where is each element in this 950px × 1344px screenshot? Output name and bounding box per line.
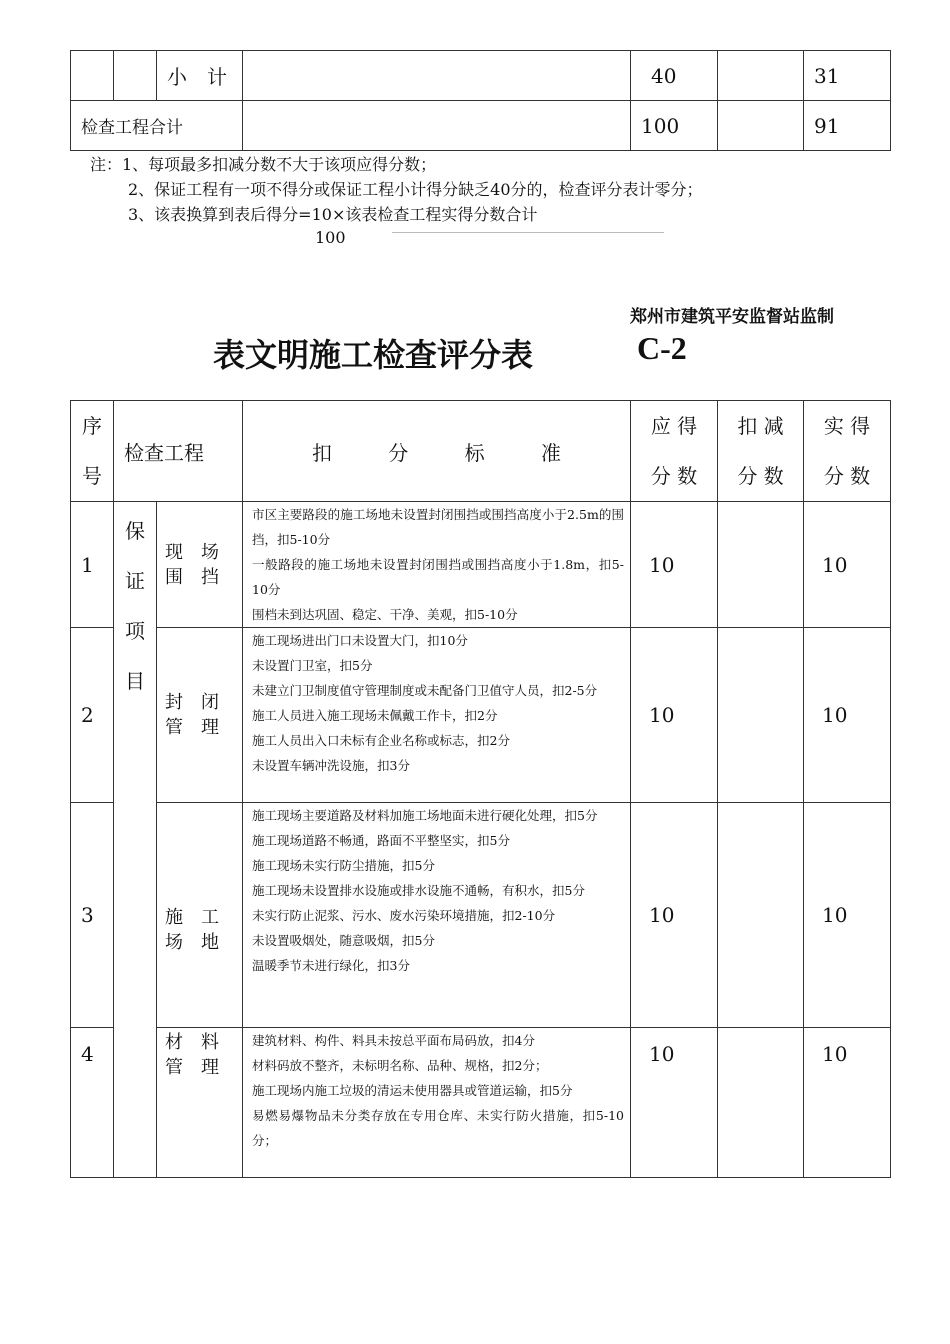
row-item-line2: 管 理 [165,717,219,738]
header-actual-line2: 分 数 [823,464,871,488]
criterion: 施工现场未设置排水设施或排水设施不通畅，有积水，扣5分 [252,883,585,898]
scoring-table [70,400,891,1178]
total-label: 检查工程合计 [71,101,243,151]
row-item [157,1028,243,1178]
group-char: 证 [125,569,145,593]
criterion: 建筑材料、构件、料具未按总平面布局码放，扣4分 [252,1033,535,1048]
table-row [71,1028,891,1178]
header-row [71,401,891,502]
header-seq [71,401,114,502]
row-due-score: 10 [631,803,718,1028]
group-char: 项 [125,619,145,643]
top-summary-table [70,50,891,151]
header-seq-line1: 序 [82,414,102,438]
note-line-1: 注：1、每项最多扣减分数不大于该项应得分数； [90,155,437,174]
row-criteria [243,502,631,628]
row-actual-score: 10 [804,502,891,628]
group-char: 保 [125,519,145,543]
agency-label: 郑州市建筑平安监督站监制 [630,307,834,327]
criterion: 施工现场主要道路及材料加施工场地面未进行硬化处理，扣5分 [252,808,598,823]
row-item [157,502,243,628]
row-deduct-score [718,1028,804,1178]
header-deduct [718,401,804,502]
row-criteria [243,1028,631,1178]
row-due-score: 10 [631,502,718,628]
row-item-line1: 材 料 [165,1032,219,1053]
header-actual-line1: 实 得 [823,414,871,438]
empty-cell [114,51,157,101]
row-actual-score: 10 [804,803,891,1028]
header-standard: 扣 分 标 准 [243,401,631,502]
row-item-line1: 封 闭 [165,692,219,713]
criterion: 未设置车辆冲洗设施，扣3分 [252,758,410,773]
subtotal-label: 小 计 [157,51,243,101]
row-item-line2: 管 理 [165,1057,219,1078]
criterion: 温暖季节未进行绿化，扣3分 [252,958,410,973]
row-actual-score: 10 [804,628,891,803]
header-due-line1: 应 得 [650,414,698,438]
formula-denominator: 100 [315,228,346,247]
header-item: 检查工程 [114,401,243,502]
subtotal-row [71,51,891,101]
criterion: 一般路段的施工场地未设置封闭围挡或围挡高度小于1.8m，扣5-10分 [252,557,624,597]
criterion: 未设置门卫室，扣5分 [252,658,373,673]
row-due-score: 10 [631,628,718,803]
criterion: 施工现场进出门口未设置大门，扣10分 [252,633,468,648]
criterion: 围档未到达巩固、稳定、干净、美观，扣5-10分 [252,607,518,622]
total-deduct-score [718,101,804,151]
criterion: 施工现场未实行防尘措施，扣5分 [252,858,435,873]
row-item-line1: 施 工 [165,907,219,928]
criterion: 易燃易爆物品未分类存放在专用仓库、未实行防火措施，扣5-10分； [252,1108,624,1148]
form-code: C-2 [637,330,687,366]
row-deduct-score [718,803,804,1028]
header-deduct-line2: 分 数 [737,464,784,488]
criterion: 未设置吸烟处，随意吸烟，扣5分 [252,933,435,948]
row-seq: 1 [71,502,114,628]
row-criteria [243,628,631,803]
table-row [71,502,891,628]
row-actual-score: 10 [804,1028,891,1178]
total-row [71,101,891,151]
table-row [71,628,891,803]
criterion: 施工现场道路不畅通，路面不平整坚实，扣5分 [252,833,510,848]
row-item-line1: 现 场 [165,541,219,563]
row-deduct-score [718,502,804,628]
header-seq-line2: 号 [82,464,102,488]
empty-cell [243,51,631,101]
group-char: 目 [125,669,145,693]
subtotal-actual-score: 31 [804,51,891,101]
row-seq: 4 [71,1028,114,1178]
group-label [114,502,157,1178]
header-deduct-line1: 扣 减 [737,414,784,438]
subtotal-deduct-score [718,51,804,101]
empty-cell [71,51,114,101]
row-due-score: 10 [631,1028,718,1178]
notes [90,152,703,227]
subtotal-due-score: 40 [631,51,718,101]
row-item [157,628,243,803]
row-item-line2: 围 挡 [165,566,219,588]
row-item [157,803,243,1028]
header-actual [804,401,891,502]
row-seq: 2 [71,628,114,803]
row-criteria [243,803,631,1028]
criterion: 市区主要路段的施工场地未设置封闭围挡或围挡高度小于2.5m的围挡，扣5-10分 [252,507,624,547]
page-title: 表文明施工检查评分表 [213,336,534,374]
row-deduct-score [718,628,804,803]
note-line-2: 2、保证工程有一项不得分或保证工程小计得分缺乏40分的，检查评分表计零分； [128,180,703,199]
header-due-line2: 分 数 [650,464,698,488]
criterion: 施工人员进入施工现场未佩戴工作卡，扣2分 [252,708,498,723]
total-due-score: 100 [631,101,718,151]
fraction-line [392,232,664,233]
header-due [631,401,718,502]
criterion: 材料码放不整齐，未标明名称、品种、规格，扣2分； [252,1058,548,1073]
criterion: 施工现场内施工垃圾的清运未使用器具或管道运输，扣5分 [252,1083,573,1098]
total-actual-score: 91 [804,101,891,151]
row-item-line2: 场 地 [165,932,219,953]
empty-cell [243,101,631,151]
criterion: 未实行防止泥浆、污水、废水污染环境措施，扣2-10分 [252,908,556,923]
row-seq: 3 [71,803,114,1028]
table-row [71,803,891,1028]
criterion: 施工人员出入口未标有企业名称或标志，扣2分 [252,733,510,748]
note-line-3: 3、该表换算到表后得分=10×该表检查工程实得分数合计 [128,205,538,224]
criterion: 未建立门卫制度值守管理制度或未配备门卫值守人员，扣2-5分 [252,683,598,698]
